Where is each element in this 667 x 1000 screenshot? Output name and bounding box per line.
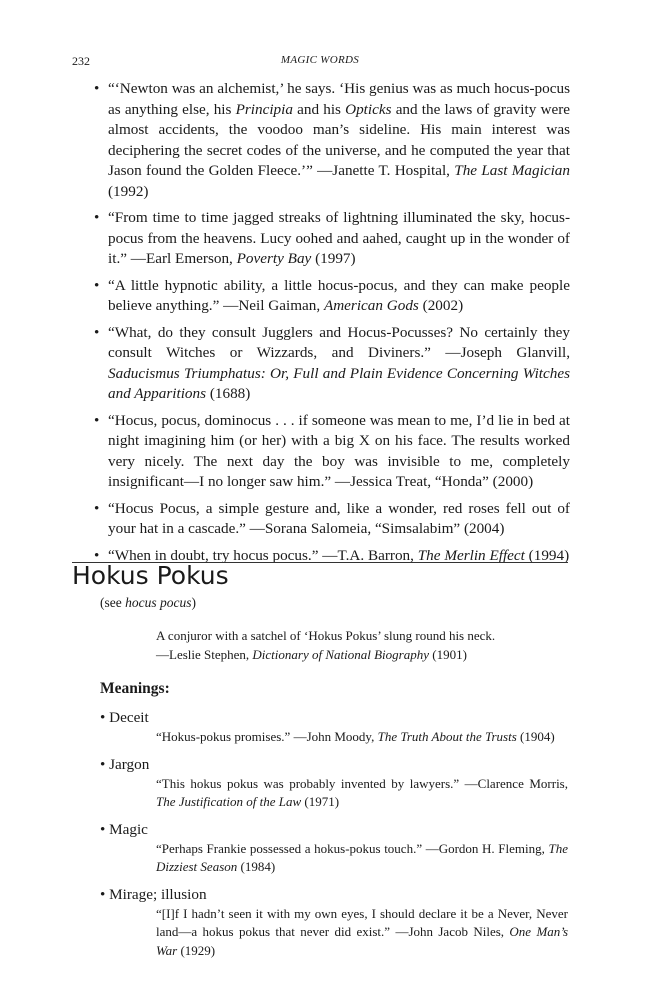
citation-list [92, 79, 570, 572]
text-run: “What, do they consult Jugglers and Hocus-Pocusses? No certainly they consult Witches or Wizzards, and Diviners.” —Joseph Glanvill, [108, 323, 570, 361]
citation-item [92, 276, 570, 317]
text-run: —Leslie Stephen, [156, 647, 253, 662]
meaning-item [100, 885, 568, 961]
italic-title: The Truth About the Trusts [377, 729, 517, 744]
meaning-quote [156, 905, 568, 961]
italic-title: The Justification of the Law [156, 794, 302, 809]
italic-title: Saducismus Triumphatus: Or, Full and Plain Evidence Concerning Witches and Apparitions [108, 364, 570, 402]
text-run: (1997) [311, 250, 356, 267]
see-also-term: hocus pocus [125, 595, 192, 610]
citation-item [92, 208, 570, 270]
text-run: “Hokus-pokus promises.” —John Moody, [156, 729, 378, 744]
bullet-icon: • [94, 80, 100, 97]
see-also-suffix: ) [191, 595, 196, 610]
text-run: and his [292, 100, 346, 118]
text-run: “Perhaps Frankie possessed a hokus-pokus touch.” —Gordon H. Fleming, [156, 840, 549, 856]
text-run: “[I]f I hadn’t seen it with my own eyes, I should declare it be a Never, Never land—a hokus pokus that never did exist.” —John Jacob Niles, [156, 905, 568, 939]
italic-title: Dictionary of National Biography [252, 647, 429, 662]
meaning-quote [156, 775, 568, 812]
meanings-heading: Meanings: [100, 680, 170, 697]
meaning-item [100, 820, 568, 877]
text-run: (1992) [108, 182, 149, 200]
text-run: and the laws of gravity were almost accidents, the voodoo man’s sideline. His main interest was deciphering the secret codes of the universe, and he computed the year that Jason found the Golden Fleece.’” —Janette T. Hospital, [108, 100, 571, 179]
italic-title: Opticks [345, 100, 392, 118]
citation-item [92, 499, 570, 540]
italic-title: One Man’s War [156, 924, 568, 958]
meaning-quote [156, 728, 568, 747]
entry-title: Hokus Pokus [72, 561, 229, 590]
italic-title: American Gods [323, 297, 419, 314]
bullet-icon: • [94, 276, 100, 294]
italic-title: Poverty Bay [236, 250, 312, 267]
meaning-label: • Magic [100, 820, 148, 838]
text-run: (1929) [177, 942, 216, 958]
meaning-label: • Mirage; illusion [100, 885, 207, 903]
bullet-icon: • [94, 546, 100, 564]
meaning-item [100, 755, 568, 812]
page-number: 232 [72, 54, 90, 68]
bullet-icon: • [94, 209, 100, 226]
meaning-item [100, 708, 568, 747]
text-run: “When in doubt, try hocus pocus.” —T.A. Barron, [108, 546, 418, 564]
meaning-quote [156, 840, 568, 877]
citation-item [92, 411, 570, 493]
epigraph-quote: A conjuror with a satchel of ‘Hokus Pokus’ slung round his neck. [156, 628, 496, 643]
text-run: “A little hypnotic ability, a little hocus-pocus, and they can make people believe anything.” —Neil Gaiman, [108, 276, 570, 314]
meanings-list [100, 708, 568, 968]
italic-title: The Dizziest Season [156, 840, 568, 874]
see-also [100, 595, 196, 611]
epigraph-attribution [156, 645, 568, 664]
text-run: “‘Newton was an alchemist,’ he says. ‘His genius was as much hocus-pocus as anything else, his [108, 80, 570, 118]
text-run: “From time to time jagged streaks of lightning illuminated the sky, hocus-pocus from the heavens. Lucy oohed and aahed, caught up in the wonder of it.” —Earl Emerson, [108, 209, 570, 267]
text-run: “Hocus, pocus, dominocus . . . if someone was mean to me, I’d lie in bed at night imagining him (or her) with a big X on his face. The results worked very nicely. The next day the boy was invisible to me, completely insignificant—I no longer saw him.” —Jessica Treat, “Honda” (2000) [108, 411, 570, 490]
citation-item [92, 79, 570, 202]
text-run: (1994) [524, 546, 570, 564]
text-run: (1971) [301, 794, 340, 809]
meaning-label: • Jargon [100, 755, 150, 773]
italic-title: The Merlin Effect [417, 546, 525, 564]
bullet-icon: • [94, 411, 100, 429]
italic-title: Principia [235, 100, 293, 118]
see-also-prefix: (see [100, 595, 126, 610]
text-run: (1984) [237, 859, 276, 874]
page-header [72, 50, 568, 70]
epigraph [156, 626, 568, 664]
text-run: (1688) [206, 385, 251, 402]
citation-item [92, 323, 570, 405]
text-run: (1901) [428, 647, 467, 662]
text-run: (2002) [418, 297, 464, 314]
text-run: (1904) [516, 729, 555, 744]
bullet-icon: • [94, 323, 100, 341]
running-title: MAGIC WORDS [280, 54, 360, 66]
bullet-icon: • [94, 499, 100, 517]
text-run: “Hocus Pocus, a simple gesture and, like a wonder, red roses fell out of your hat in a cascade.” —Sorana Salomeia, “Simsalabim” (2004) [108, 499, 570, 537]
meaning-label: • Deceit [100, 709, 149, 726]
italic-title: The Last Magician [454, 162, 570, 179]
text-run: “This hokus pokus was probably invented by lawyers.” —Clarence Morris, [156, 775, 568, 791]
